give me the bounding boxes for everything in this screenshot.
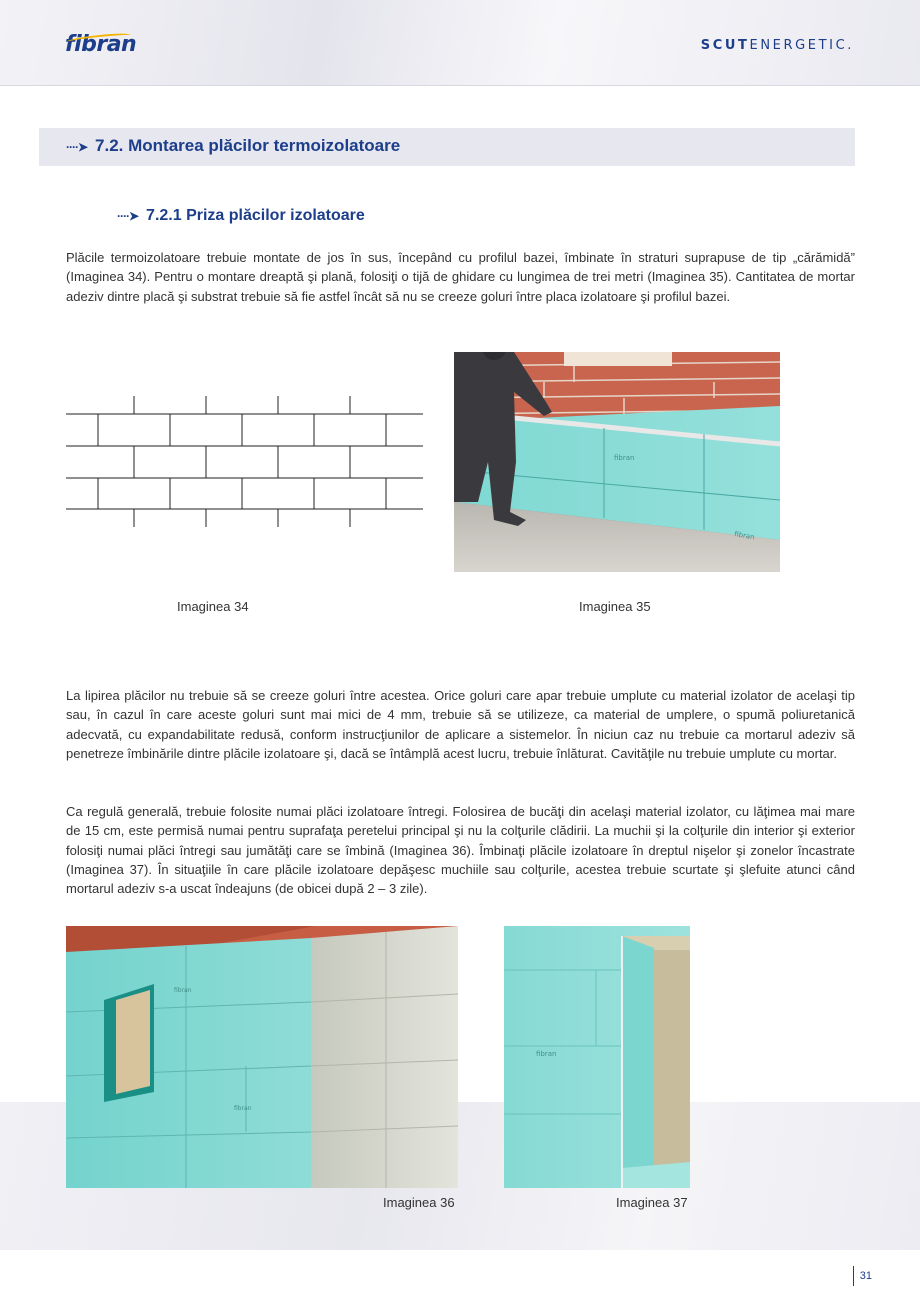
section-heading <box>66 136 400 156</box>
caption-imaginea-36: Imaginea 36 <box>383 1195 455 1210</box>
board-label: fibran <box>174 987 192 994</box>
dotted-arrow-icon: ····➤ <box>66 140 88 154</box>
brand-rest: ENERGETIC. <box>749 38 854 53</box>
page-number: 31 <box>853 1266 872 1286</box>
board-label: fibran <box>733 530 756 542</box>
dotted-arrow-icon: ····➤ <box>117 209 139 223</box>
subsection-title: 7.2.1 Priza plăcilor izolatoare <box>146 207 365 224</box>
fibran-logo <box>65 32 136 57</box>
brick-pattern-diagram <box>66 396 424 528</box>
board-label: fibran <box>614 454 635 462</box>
caption-imaginea-37: Imaginea 37 <box>616 1195 688 1210</box>
photo-niche-joint <box>504 926 690 1188</box>
brand-name <box>701 38 854 53</box>
brand-bold: SCUT <box>700 38 750 53</box>
board-label: fibran <box>234 1105 252 1112</box>
paragraph-1: Plăcile termoizolatoare trebuie montate de jos în sus, începând cu profilul bazei, îmbinate în straturi suprapuse de tip „cărămidă” (Imaginea 34). Pentru o montare dreaptă şi plană, folosiţi o tijă de ghidare cu lungimea de trei metri (Imaginea 35). Cantitatea de mortar adeziv dintre placă şi substrat trebuie să fie astfel încât să nu se creeze goluri între placa izolatoare şi profilul bazei. <box>66 250 855 304</box>
caption-imaginea-34: Imaginea 34 <box>177 599 249 614</box>
photo-worker-guide-rod <box>454 352 780 572</box>
logo-text: fibran <box>65 32 137 57</box>
paragraph-2: La lipirea plăcilor nu trebuie să se creeze goluri între acestea. Orice goluri care apar trebuie umplute cu material izolator de acelaşi tip sau, în cazul în care aceste goluri sunt mai mici de 4 mm, trebuie să se utilizeze, ca material de umplere, o spumă poliuretanică adecvată, cu expandabilitate redusă, conform instrucţiunilor de aplicare a sistemelor. În niciun caz nu trebuie ca mortarul adeziv să penetreze îmbinările dintre plăcile izolatoare şi, dacă se întâmplă acest lucru, trebuie înlăturat. Cavităţile nu trebuie umplute cu mortar. <box>66 688 855 761</box>
paragraph-3: Ca regulă generală, trebuie folosite numai plăci izolatoare întregi. Folosirea de bucăţi din acelaşi material izolator, cu lăţimea mai mare de 15 cm, este permisă numai pentru suprafaţa peretelui principal şi nu la colţurile clădirii. La muchii şi la colţurile din interior şi exterior folosiţi numai plăci întregi sau jumătăţi care se îmbină (Imaginea 36). Îmbinaţi plăcile izolatoare în dreptul nişelor şi zonelor încastrate (Imaginea 37). În situaţiile în care plăcile izolatoare depăşesc muchiile sau colţurile, acestea trebuie scurtate şi şlefuite atunci când mortarul adeziv s-a uscat îndeajuns (de obicei după 2 – 3 zile). <box>66 804 855 897</box>
caption-imaginea-35: Imaginea 35 <box>579 599 651 614</box>
section-title: 7.2. Montarea plăcilor termoizolatoare <box>95 136 401 155</box>
subsection-heading <box>117 207 365 225</box>
board-label: fibran <box>536 1050 557 1058</box>
photo-building-corner <box>66 926 458 1188</box>
